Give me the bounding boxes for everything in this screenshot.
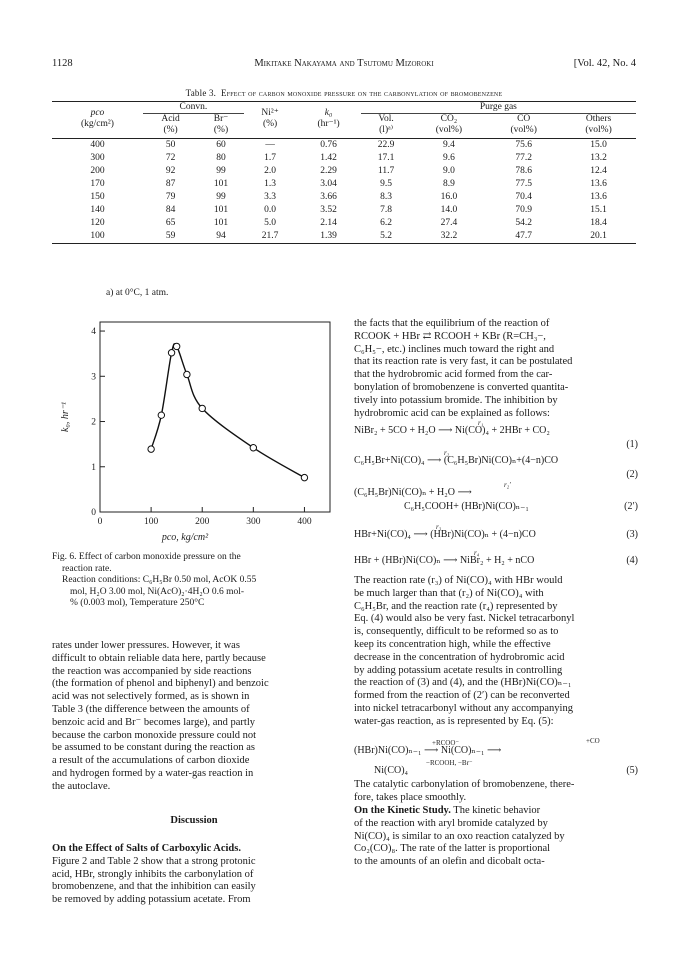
kinetic-paragraph: On the Kinetic Study. The kinetic behavior of the reaction with aryl bromide catalyzed by Ni(CO)₄ is similar to an oxo reaction catalyzed by Co₂(CO)₈. The rate of the latter is proportional to the amounts of an olefin and dicobalt octa- [354, 805, 638, 869]
text-line: is, consequently, difficult to be reformed so as to [354, 626, 559, 638]
table-cell: 54.2 [515, 218, 533, 228]
eq5-main: (HBr)Ni(CO)ₙ₋₁ ⟶ Ni(CO)ₙ₋₁ ⟶ [354, 745, 502, 756]
th-co: CO (vol%) [510, 114, 537, 135]
text-line: bromobenzene, and that the inhibition can easily [52, 881, 256, 893]
data-point [168, 350, 174, 356]
th-vol: Vol. (l)ᵃ⁾ [378, 114, 394, 135]
table-cell: 1.39 [296, 230, 360, 244]
text-line: fore, takes place smoothly. [354, 791, 467, 803]
table-cell: 50 [165, 140, 176, 150]
table-footnote: a) at 0°C, 1 atm. [106, 288, 169, 298]
data-point [148, 446, 154, 452]
eq5-bottom-label: −RCOOH, −Br⁻ [426, 759, 473, 767]
text-line: Co₂(CO)₈. The rate of the latter is proportional [354, 843, 551, 855]
table-cell: 11.7 [377, 166, 395, 176]
table-cell: 59 [143, 230, 198, 244]
table-cell: 15.1 [590, 205, 607, 215]
text-line: C₆H₅Br, and the reaction rate (r₄) represented by [354, 600, 558, 612]
text-line: and hydrogen formed by a water-gas reaction in [52, 767, 254, 779]
text-line: C₆H₅−, etc.) inclines much toward the right and [354, 343, 555, 355]
running-header [52, 58, 636, 72]
data-point [158, 412, 164, 418]
text-line: be much larger than that (r₂) of Ni(CO)₄ with [354, 587, 544, 599]
table-cell: 101 [213, 179, 229, 189]
table-cell: 72 [165, 153, 176, 163]
data-point [250, 445, 256, 451]
table-cell: 47.7 [486, 230, 561, 244]
table-cell: 20.1 [561, 230, 636, 244]
table-cell: 12.4 [590, 166, 607, 176]
text-line: of the reaction with aryl bromide catalyzed by [354, 817, 548, 829]
text-line: benzoic acid and Br⁻ becomes large), and partly [52, 716, 256, 728]
header-authors: Mikitake Nakayama and Tsutomu Mizoroki [254, 58, 434, 69]
table-cell: 65 [165, 218, 176, 228]
eq-2p-a: (C₆H₅Br)Ni(CO)ₙ + H₂O ⟶ [354, 487, 472, 498]
table-caption-number: Table 3. [185, 88, 217, 98]
table-cell: 77.2 [515, 153, 533, 163]
rate-label: r₃ [436, 523, 442, 531]
text-line: Table 3 (the difference between the amounts of [52, 703, 250, 715]
table-cell: 7.8 [380, 205, 393, 215]
table-cell: 99 [216, 166, 226, 176]
right-bottom-text [354, 779, 638, 805]
table-cell: 3.3 [264, 192, 277, 202]
table-row [52, 217, 636, 230]
table-cell: 18.4 [590, 218, 607, 228]
y-axis-label: k₀, hr⁻¹ [60, 401, 71, 433]
right-top-text [354, 318, 638, 420]
x-tick-label: 0 [97, 517, 103, 527]
table-row [52, 191, 636, 204]
x-tick-label: 100 [143, 517, 159, 527]
table-row [52, 178, 636, 191]
x-tick-label: 300 [246, 517, 261, 527]
th-br: Br⁻ (%) [213, 114, 229, 135]
table-cell: 6.2 [380, 218, 393, 228]
table-cell: 9.0 [442, 166, 455, 176]
th-others: Others (vol%) [585, 114, 612, 135]
text-line: The catalytic carbonylation of bromobenzene, there- [354, 779, 575, 790]
conditions-line: Reaction conditions: C₆H₅Br 0.50 mol, AcOK 0.55 [62, 575, 257, 586]
table-cell: 9.5 [380, 179, 393, 189]
text-line: the reaction of (3) and (4), and the (HBr)Ni(CO)ₙ₋₁ [354, 677, 572, 689]
eq-3-number: (3) [626, 529, 638, 540]
discussion-paragraph [52, 843, 336, 907]
x-tick-label: 400 [297, 517, 312, 527]
table-cell: 13.2 [590, 153, 607, 163]
text-line: the autoclave. [52, 780, 111, 792]
table-cell: 0.76 [320, 140, 337, 150]
table-cell: 13.6 [590, 179, 607, 189]
table-cell: 101 [213, 205, 229, 215]
th-convn: Convn. [143, 102, 244, 114]
table-cell: 75.6 [515, 140, 533, 150]
table-cell: 3.66 [320, 192, 337, 202]
text-line: bonylation of bromobenzene is converted quantita- [354, 381, 569, 393]
th-acid: Acid (%) [161, 114, 180, 135]
text-line: acid, HBr, strongly inhibits the carbonylation of [52, 868, 254, 880]
eq-3: HBr+Ni(CO)₄ ⟶ (HBr)Ni(CO)ₙ + (4−n)CO [354, 529, 536, 540]
table-cell: 16.0 [440, 192, 458, 202]
x-axis-label: pco, kg/cm² [161, 532, 209, 543]
table-cell: 77.5 [515, 179, 533, 189]
header-volume: [Vol. 42, No. 4 [573, 58, 636, 69]
text-line: into nickel tetracarbonyl without any accompanying [354, 702, 573, 714]
eq5-co-label: +CO [586, 737, 600, 745]
eq-1: NiBr₂ + 5CO + H₂O ⟶ Ni(CO)₄ + 2HBr + CO₂ [354, 425, 550, 436]
text-line: that the hydrobromic acid formed from the car- [354, 369, 553, 381]
y-tick-label: 2 [91, 417, 96, 428]
th-purge: Purge gas [361, 102, 636, 114]
eq-2p-b: C₆H₅COOH+ (HBr)Ni(CO)ₙ₋₁ [404, 501, 529, 512]
table-cell: 400 [90, 140, 105, 150]
plot-frame [100, 322, 330, 512]
eq5-top-label: +RCOO⁻ [432, 739, 460, 747]
rate-label: r₁ [478, 419, 484, 427]
eq-4-number: (4) [626, 555, 638, 566]
text-line: keep its concentration high, while the effective [354, 638, 551, 650]
table-cell: 70.9 [515, 205, 533, 215]
caption-line: Fig. 6. Effect of carbon monoxide pressure on the [52, 552, 241, 562]
chart-svg [52, 312, 342, 552]
rate-label: r₄ [474, 549, 480, 557]
conditions-line: mol, H₂O 3.00 mol, Ni(AcO)₂·4H₂O 0.6 mol- [70, 586, 245, 597]
table-cell: 101 [213, 218, 229, 228]
table-cell: 87 [165, 179, 176, 189]
table-cell: 2.29 [320, 166, 337, 176]
table-row [52, 204, 636, 217]
table-cell: 79 [165, 192, 176, 202]
table-cell: — [265, 140, 275, 150]
eq-4: HBr + (HBr)Ni(CO)ₙ ⟶ NiBr₂ + H₂ + nCO [354, 555, 535, 566]
text-line: Eq. (4) would also be very fast. Nickel tetracarbonyl [354, 613, 575, 625]
table-cell: 94 [198, 230, 244, 244]
text-line: by adding potassium acetate results in controlling [354, 664, 563, 676]
table-cell: 70.4 [515, 192, 533, 202]
data-point [301, 474, 307, 480]
text-line: difficult to obtain reliable data here, partly because [52, 652, 266, 664]
table-caption [52, 88, 636, 98]
table-cell: 5.2 [361, 230, 412, 244]
text-line: the reaction was accompanied by side reactions [52, 665, 252, 677]
table-cell: 32.2 [411, 230, 486, 244]
th-pco: pco (kg/cm²) [52, 102, 143, 137]
table-cell: 17.1 [377, 153, 395, 163]
text-line: be assumed to be constant during the reaction as [52, 742, 255, 754]
table-row [52, 230, 636, 244]
table-cell: 150 [90, 192, 105, 202]
table-cell: 3.52 [320, 205, 337, 215]
text-line: RCOOK + HBr ⇄ RCOOH + KBr (R=CH₃−, [354, 330, 546, 342]
left-column-text [52, 640, 336, 794]
table-cell: 84 [165, 205, 176, 215]
caption-line: reaction rate. [62, 563, 112, 574]
text-line: Figure 2 and Table 2 show that a strong protonic [52, 855, 256, 867]
table-cell: 1.3 [264, 179, 277, 189]
table-cell: 9.4 [442, 140, 455, 150]
data-point [173, 343, 179, 349]
text-line: rates under lower pressures. However, it was [52, 640, 240, 651]
table-cell: 1.7 [264, 153, 277, 163]
table-3 [52, 101, 636, 244]
table-caption-text: Effect of carbon monoxide pressure on the carbonylation of bromobenzene [221, 88, 503, 98]
table-cell: 200 [90, 166, 105, 176]
table-cell: 1.42 [320, 153, 337, 163]
text-line: tively into potassium bromide. The inhibition by [354, 394, 558, 406]
table-cell: 15.0 [590, 140, 607, 150]
text-line: (the formation of phenol and biphenyl) and benzoic [52, 678, 269, 690]
table-row [52, 139, 636, 153]
subheading-kinetic: On the Kinetic Study. [354, 805, 451, 816]
figure-6 [52, 312, 342, 552]
text-line: the facts that the equilibrium of the reaction of [354, 318, 550, 329]
subheading-salts: On the Effect of Salts of Carboxylic Acids. [52, 843, 241, 854]
figure-caption [52, 552, 336, 610]
table-cell: 3.04 [320, 179, 337, 189]
text-line: The reaction rate (r₃) of Ni(CO)₄ with HBr would [354, 575, 563, 586]
th-co2: CO₂ (vol%) [435, 114, 463, 135]
table-cell: 0.0 [264, 205, 277, 215]
conditions-line: % (0.003 mol), Temperature 250°C [70, 598, 205, 609]
eq-1-number: (1) [626, 439, 638, 450]
table-cell: 8.3 [380, 192, 393, 202]
text-line: a result of the accumulations of carbon dioxide [52, 755, 250, 767]
table-cell: 13.6 [590, 192, 607, 202]
text-line: to the amounts of an olefin and dicobalt octa- [354, 856, 545, 868]
table-cell: 8.9 [442, 179, 455, 189]
table-cell: 60 [216, 140, 226, 150]
y-tick-label: 3 [91, 372, 96, 383]
section-heading-discussion: Discussion [170, 815, 218, 826]
table-cell: 78.6 [515, 166, 533, 176]
table-cell: 9.6 [442, 153, 455, 163]
table-cell: 170 [90, 179, 105, 189]
text-line: acid was not selectively formed, as is shown in [52, 691, 250, 703]
table-cell: 120 [90, 218, 105, 228]
data-point [199, 405, 205, 411]
table-cell: 21.7 [244, 230, 297, 244]
text-line: because the carbon monoxide pressure could not [52, 729, 257, 741]
table-cell: 300 [90, 153, 105, 163]
table-cell: 92 [165, 166, 176, 176]
rate-label: r₂ [444, 449, 450, 457]
text-line: Ni(CO)₄ is similar to an oxo reaction catalyzed by [354, 830, 565, 842]
y-tick-label: 1 [91, 462, 96, 473]
text-line: water-gas reaction, as is represented by Eq. (5): [354, 715, 554, 727]
table-cell: 140 [90, 205, 105, 215]
x-tick-label: 200 [195, 517, 210, 527]
table-cell: 80 [216, 153, 226, 163]
table-cell: 100 [52, 230, 143, 244]
text-line: decrease in the concentration of hydrobromic acid [354, 651, 565, 663]
table-body [52, 139, 636, 244]
eq5-product: Ni(CO)₄ [374, 765, 409, 776]
th-k0: k₀ (hr⁻¹) [296, 102, 360, 137]
text-line: formed from the reaction of (2′) can be reconverted [354, 690, 570, 702]
eq-2-number: (2) [626, 469, 638, 480]
text-line: be removed by adding potassium acetate. From [52, 894, 251, 906]
text-line: that its reaction rate is very fast, it can be postulated [354, 356, 573, 368]
right-mid-text [354, 575, 638, 729]
page-number: 1128 [52, 58, 73, 69]
table-cell: 27.4 [440, 218, 458, 228]
table-row [52, 152, 636, 165]
equation-5 [354, 735, 638, 775]
eq-5-number: (5) [626, 765, 638, 776]
eq-2p-number: (2′) [624, 501, 638, 512]
rate-label: r₂′ [504, 481, 511, 489]
eq-2: C₆H₅Br+Ni(CO)₄ ⟶ (C₆H₅Br)Ni(CO)ₙ+(4−n)CO [354, 455, 559, 466]
table-cell: 5.0 [264, 218, 277, 228]
table-cell: 22.9 [377, 140, 395, 150]
text-line: hydrobromic acid can be explained as follows: [354, 407, 550, 419]
table-cell: 2.14 [320, 218, 337, 228]
table-row [52, 165, 636, 178]
y-tick-label: 4 [91, 327, 96, 338]
data-point [184, 371, 190, 377]
y-tick-label: 0 [91, 508, 96, 518]
table-cell: 14.0 [440, 205, 458, 215]
table-cell: 99 [216, 192, 226, 202]
th-ni: Ni²⁺ (%) [244, 102, 297, 137]
table-cell: 2.0 [264, 166, 277, 176]
series-curve [151, 344, 304, 478]
